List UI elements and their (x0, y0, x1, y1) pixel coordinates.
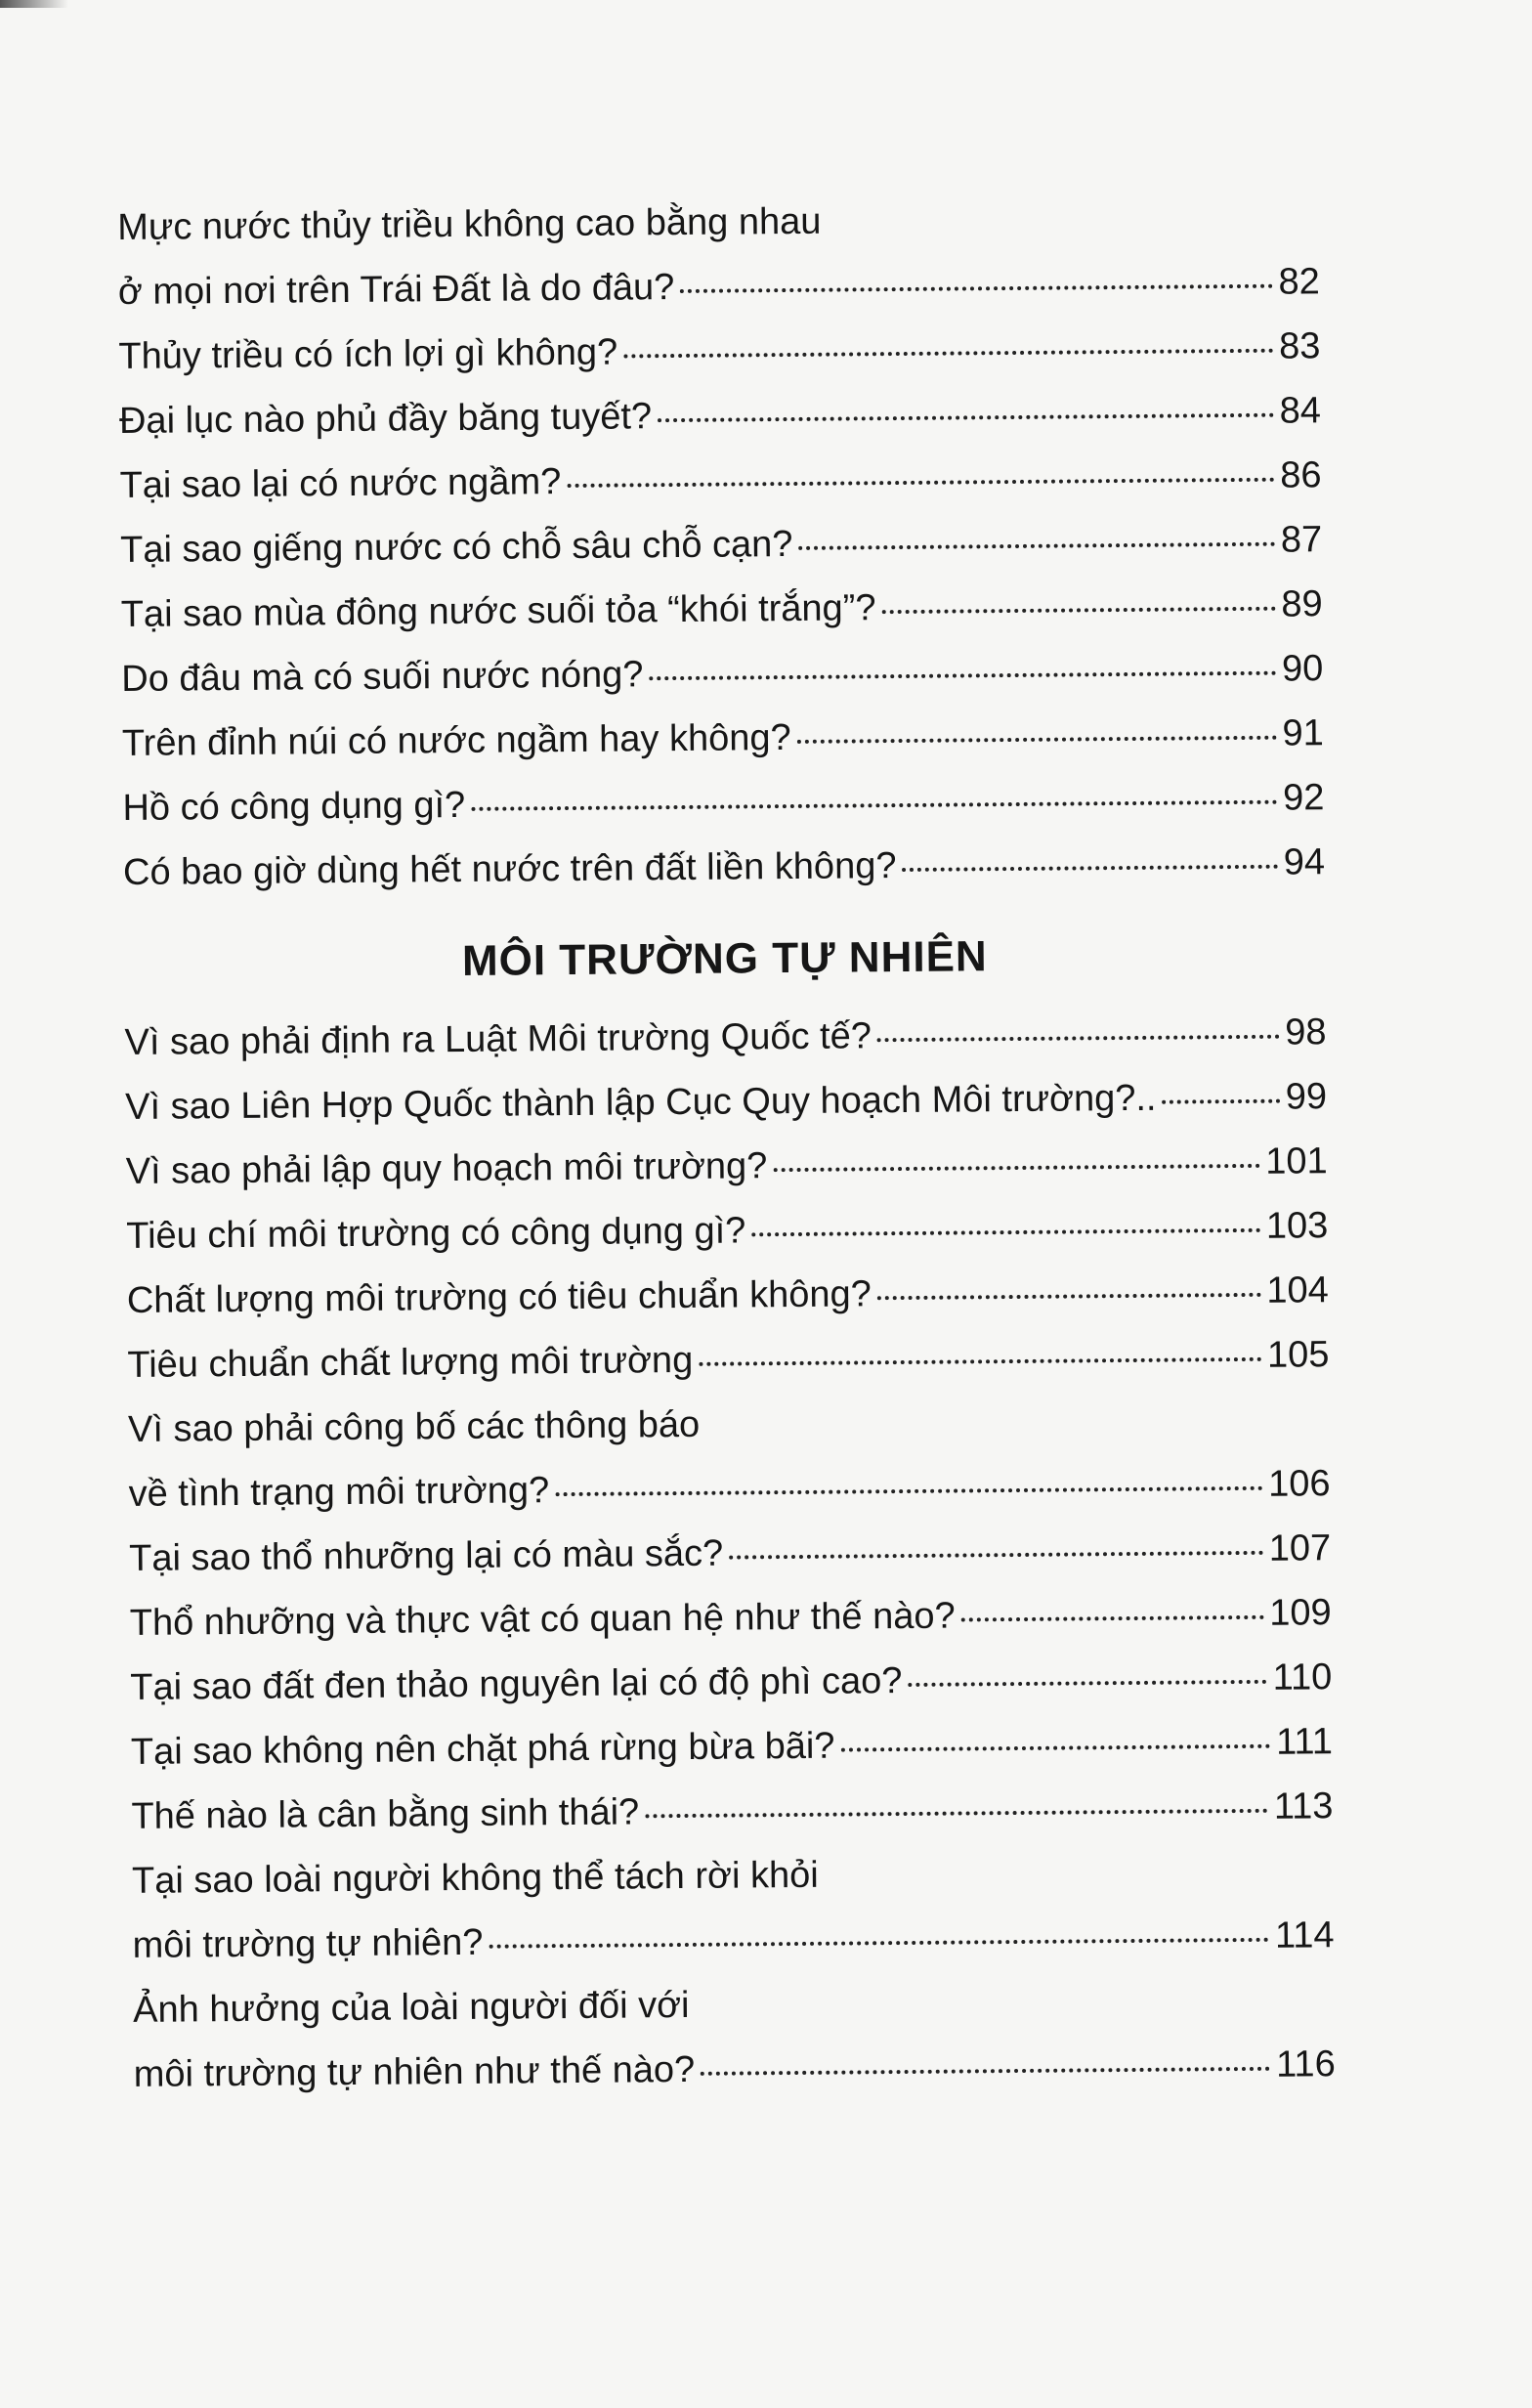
toc-entry-title: Tại sao lại có nước ngầm? (119, 461, 562, 506)
toc-entry (129, 1580, 1332, 1656)
toc-entry (129, 1516, 1332, 1591)
toc-page-number: 113 (1273, 1785, 1334, 1828)
toc-entry (128, 1387, 1331, 1526)
toc-entry-line (131, 1709, 1334, 1784)
dot-leader (773, 1164, 1259, 1172)
toc-entry-line (128, 1451, 1331, 1526)
toc-page-number: 91 (1282, 712, 1325, 754)
toc-entry-title: Tại sao mùa đông nước suối tỏa “khói trắng”? (120, 587, 876, 635)
toc-entry-title: Vì sao Liên Hợp Quốc thành lập Cục Quy hoạch Môi trường?.. (124, 1077, 1157, 1128)
dot-leader (877, 1293, 1261, 1300)
toc-entry-title: Tại sao giếng nước có chỗ sâu chỗ cạn? (119, 523, 793, 571)
dot-leader (701, 2067, 1270, 2076)
dot-leader (751, 1228, 1260, 1237)
toc-entry-title: Có bao giờ dùng hết nước trên đất liền không? (122, 845, 897, 893)
toc-entry (132, 1838, 1335, 1978)
toc-entry-line (122, 701, 1325, 776)
toc-page-number: 83 (1278, 325, 1321, 367)
toc-entry-line (129, 1580, 1332, 1656)
toc-entry (117, 185, 1320, 324)
toc-entry-line (118, 249, 1321, 324)
toc-entry-title-line: Ảnh hưởng của loài người đối với (133, 1984, 690, 2031)
toc-page-number: 90 (1281, 648, 1324, 690)
toc-page-number: 86 (1280, 454, 1322, 496)
toc-page-number: 111 (1275, 1721, 1334, 1763)
toc-page-number: 104 (1266, 1269, 1330, 1312)
toc-entry-title: Thủy triều có ích lợi gì không? (118, 331, 618, 377)
toc-entry-line (132, 1903, 1335, 1978)
toc-entry-title: Tại sao đất đen thảo nguyên lại có độ phì cao? (130, 1660, 903, 1708)
toc-section-1 (117, 185, 1325, 905)
toc-page-number: 99 (1285, 1076, 1328, 1118)
toc-page-number: 94 (1283, 841, 1326, 883)
toc-page (117, 185, 1336, 2107)
section-heading: MÔI TRƯỜNG TỰ NHIÊN (461, 932, 988, 985)
dot-leader (729, 1551, 1263, 1560)
dot-leader (471, 800, 1277, 811)
toc-entry-title: Tiêu chuẩn chất lượng môi trường (127, 1339, 694, 1386)
toc-page-number: 82 (1278, 261, 1321, 303)
toc-entry (120, 507, 1323, 582)
toc-entry (122, 765, 1325, 840)
dot-leader (797, 736, 1277, 744)
toc-entry-line (120, 572, 1323, 647)
toc-entry-title-line: Mực nước thủy triều không cao bằng nhau (117, 200, 822, 248)
toc-page-number: 105 (1266, 1334, 1330, 1376)
toc-entry-title: Đại lục nào phủ đầy băng tuyết? (118, 396, 653, 442)
dot-leader (555, 1486, 1262, 1496)
dot-leader (645, 1809, 1268, 1819)
toc-section-2 (124, 1000, 1336, 2107)
toc-entry-title: Trên đỉnh núi có nước ngầm hay không? (121, 717, 791, 764)
dot-leader (680, 284, 1272, 293)
toc-entry-title: Tiêu chí môi trường có công dụng gì? (126, 1210, 746, 1257)
toc-entry (121, 636, 1324, 711)
toc-entry-title: Chất lượng môi trường có tiêu chuẩn không? (126, 1273, 872, 1321)
dot-leader (961, 1615, 1264, 1622)
toc-entry (130, 1645, 1333, 1720)
toc-entry (124, 1000, 1327, 1075)
toc-page-number: 114 (1274, 1914, 1335, 1956)
toc-entry (125, 1064, 1328, 1140)
toc-entry-title: môi trường tự nhiên như thế nào? (133, 2048, 696, 2095)
toc-entry (126, 1193, 1329, 1268)
page-corner-shadow (0, 0, 68, 8)
toc-entry (127, 1322, 1330, 1398)
toc-entry-title: môi trường tự nhiên? (132, 1921, 484, 1966)
toc-entry (131, 1709, 1334, 1784)
toc-entry-title-line: Tại sao loài người không thể tách rời khỏi (131, 1854, 819, 1902)
toc-page-number: 110 (1272, 1656, 1333, 1698)
toc-entry-line (125, 1064, 1328, 1140)
toc-entry-line (127, 1258, 1330, 1333)
toc-page-number: 103 (1265, 1205, 1329, 1247)
toc-page-number: 89 (1281, 583, 1323, 625)
toc-entry-title-line: Vì sao phải công bố các thông báo (127, 1403, 701, 1450)
toc-entry-line (130, 1645, 1333, 1720)
toc-entry-line (121, 636, 1324, 711)
toc-entry-title: Thế nào là cân bằng sinh thái? (131, 1791, 640, 1837)
toc-page-number: 106 (1267, 1463, 1331, 1505)
toc-entry-line (133, 2032, 1336, 2107)
toc-entry-line (122, 765, 1325, 840)
toc-entry-line (125, 1129, 1328, 1204)
toc-entry-line (127, 1322, 1330, 1398)
toc-entry-title: về tình trạng môi trường? (128, 1470, 550, 1515)
toc-page-number: 107 (1268, 1527, 1332, 1570)
toc-entry (123, 830, 1326, 905)
dot-leader (881, 607, 1275, 615)
toc-page-number: 116 (1275, 2043, 1336, 2086)
toc-entry (127, 1258, 1330, 1333)
dot-leader (877, 1035, 1279, 1043)
toc-entry-title: Tại sao thổ nhưỡng lại có màu sắc? (128, 1532, 724, 1579)
toc-page-number: 84 (1279, 390, 1322, 432)
dot-leader (1163, 1099, 1280, 1104)
toc-entry-line (119, 443, 1322, 518)
toc-entry-line (120, 507, 1323, 582)
toc-entry (122, 701, 1325, 776)
dot-leader (908, 1680, 1266, 1687)
toc-entry-line (129, 1516, 1332, 1591)
dot-leader (798, 542, 1274, 550)
toc-entry (120, 572, 1323, 647)
dot-leader (840, 1744, 1270, 1752)
toc-entry-line (118, 314, 1321, 389)
toc-entry (133, 1967, 1336, 2107)
toc-entry-title: Tại sao không nên chặt phá rừng bừa bãi? (130, 1725, 835, 1773)
toc-page-number: 87 (1280, 519, 1323, 561)
toc-entry-title: Vì sao phải lập quy hoạch môi trường? (125, 1145, 768, 1192)
dot-leader (623, 349, 1273, 359)
dot-leader (903, 865, 1278, 872)
toc-entry-line (123, 830, 1326, 905)
toc-entry-line (126, 1193, 1329, 1268)
dot-leader (658, 413, 1274, 423)
dot-leader (699, 1357, 1261, 1366)
toc-entry-title: Hồ có công dụng gì? (122, 784, 466, 829)
toc-page-number: 101 (1265, 1140, 1328, 1182)
dot-leader (567, 478, 1274, 488)
toc-entry-title: Thổ nhưỡng và thực vật có quan hệ như thế nào? (129, 1595, 956, 1644)
toc-page-number: 98 (1285, 1011, 1327, 1054)
toc-entry (131, 1774, 1334, 1849)
toc-entry (125, 1129, 1328, 1204)
toc-page-number: 92 (1282, 777, 1325, 819)
toc-entry-line (131, 1774, 1334, 1849)
toc-entry-title: Vì sao phải định ra Luật Môi trường Quốc tế? (124, 1015, 872, 1063)
toc-entry-line (119, 378, 1322, 453)
toc-entry (119, 443, 1322, 518)
toc-page-number: 109 (1269, 1592, 1332, 1634)
toc-entry-title: ở mọi nơi trên Trái Đất là do đâu? (117, 267, 675, 313)
toc-entry-line (124, 1000, 1327, 1075)
dot-leader (489, 1938, 1269, 1949)
toc-entry-title: Do đâu mà có suối nước nóng? (121, 654, 644, 700)
toc-entry (119, 378, 1322, 453)
dot-leader (649, 671, 1276, 681)
toc-entry (118, 314, 1321, 389)
